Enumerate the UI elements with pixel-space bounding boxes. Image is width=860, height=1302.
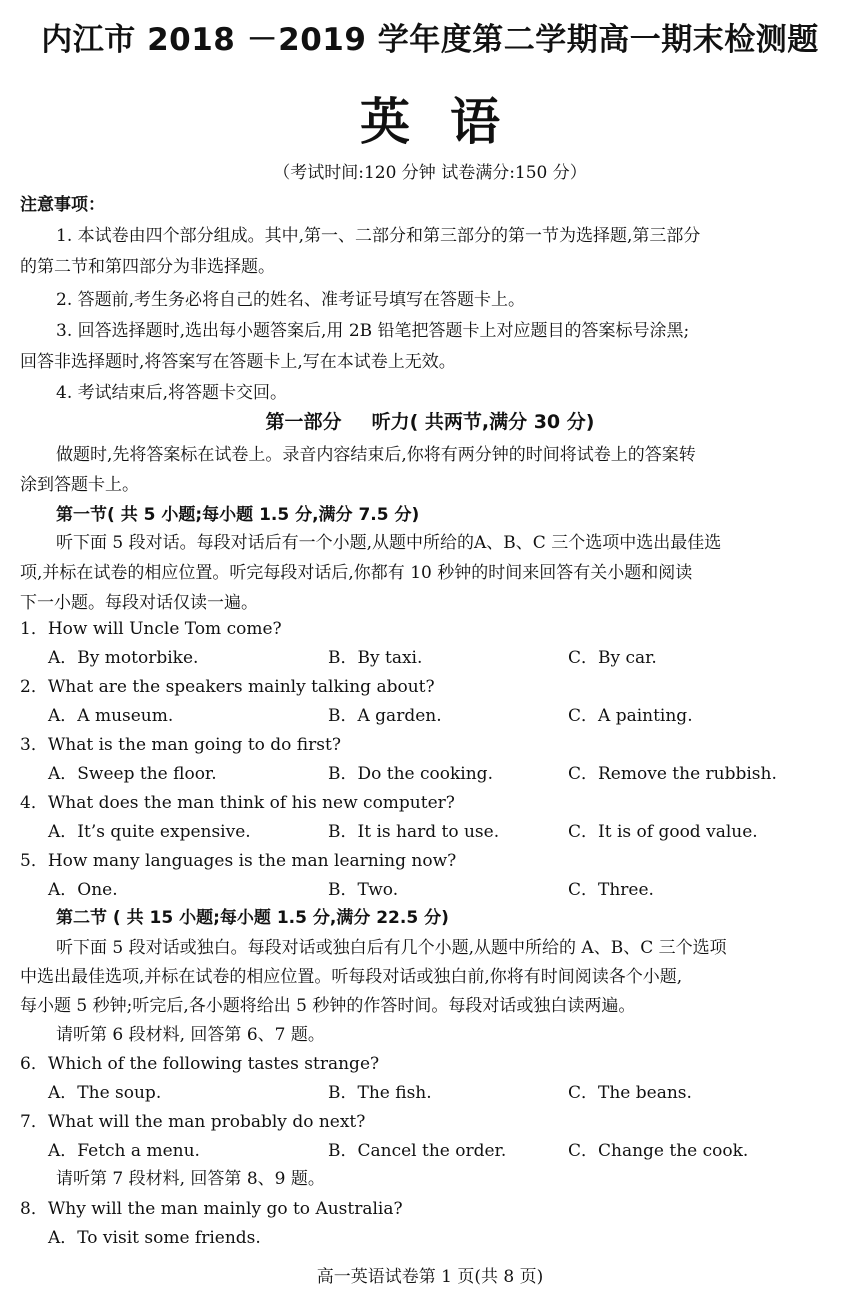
option-a: A．To visit some friends. <box>48 1228 261 1248</box>
material-7-instruction: 请听第 7 段材料, 回答第 8、9 题。 <box>56 1169 325 1189</box>
option-b: B．A garden. <box>328 706 442 726</box>
option-a: A．It’s quite expensive. <box>48 822 251 842</box>
exam-time-info: （考试时间:120 分钟 试卷满分:150 分） <box>273 163 587 183</box>
part1-heading <box>0 407 860 434</box>
section1-intro-b: 项,并标在试卷的相应位置。听完每段对话后,你都有 10 秒钟的时间来回答有关小题和阅读 <box>20 563 693 583</box>
note-3b: 回答非选择题时,将答案写在答题卡上,写在本试卷上无效。 <box>20 352 456 372</box>
question-4: 4．What does the man think of his new computer? <box>20 793 455 813</box>
option-c: C．By car. <box>568 648 657 668</box>
part1-heading-right: 听力( 共两节,满分 30 分) <box>371 411 595 433</box>
subject-title: 英语 <box>360 93 540 151</box>
option-b: B．By taxi. <box>328 648 423 668</box>
option-c: C．Change the cook. <box>568 1141 749 1161</box>
note-4: 4. 考试结束后,将答题卡交回。 <box>56 383 288 403</box>
question-2: 2．What are the speakers mainly talking about? <box>20 677 435 697</box>
option-c: C．Three. <box>568 880 654 900</box>
option-c: C．It is of good value. <box>568 822 758 842</box>
option-a: A．One. <box>48 880 118 900</box>
section2-intro-c: 每小题 5 秒钟;听完后,各小题将给出 5 秒钟的作答时间。每段对话或独白读两遍。 <box>20 996 636 1016</box>
option-b: B．Do the cooking. <box>328 764 493 784</box>
option-b: B．It is hard to use. <box>328 822 500 842</box>
note-1b: 的第二节和第四部分为非选择题。 <box>20 257 275 277</box>
section1-intro-c: 下一小题。每段对话仅读一遍。 <box>20 593 258 613</box>
section2-intro-b: 中选出最佳选项,并标在试卷的相应位置。听每段对话或独白前,你将有时间阅读各个小题, <box>20 967 683 987</box>
part1-intro-a: 做题时,先将答案标在试卷上。录音内容结束后,你将有两分钟的时间将试卷上的答案转 <box>56 445 696 465</box>
section2-intro-a: 听下面 5 段对话或独白。每段对话或独白后有几个小题,从题中所给的 A、B、C 三个选项 <box>56 938 727 958</box>
section1-intro-a: 听下面 5 段对话。每段对话后有一个小题,从题中所给的A、B、C 三个选项中选出最佳选 <box>56 533 722 553</box>
question-8: 8．Why will the man mainly go to Australia? <box>20 1199 403 1219</box>
part1-intro-b: 涂到答题卡上。 <box>20 475 139 495</box>
part1-heading-left: 第一部分 <box>265 411 342 433</box>
question-7: 7．What will the man probably do next? <box>20 1112 366 1132</box>
question-5: 5．How many languages is the man learning now? <box>20 851 457 871</box>
question-1: 1．How will Uncle Tom come? <box>20 619 282 639</box>
option-a: A．Fetch a menu. <box>48 1141 200 1161</box>
option-b: B．Two. <box>328 880 399 900</box>
option-b: B．Cancel the order. <box>328 1141 507 1161</box>
note-1a: 1. 本试卷由四个部分组成。其中,第一、二部分和第三部分的第一节为选择题,第三部分 <box>56 226 701 246</box>
question-3: 3．What is the man going to do first? <box>20 735 341 755</box>
page-footer: 高一英语试卷第 1 页(共 8 页) <box>316 1267 544 1287</box>
note-3a: 3. 回答选择题时,选出每小题答案后,用 2B 铅笔把答题卡上对应题目的答案标号涂黑; <box>56 321 690 341</box>
option-a: A．Sweep the floor. <box>48 764 217 784</box>
section1-heading: 第一节( 共 5 小题;每小题 1.5 分,满分 7.5 分) <box>56 505 420 525</box>
notes-heading: 注意事项： <box>20 195 105 215</box>
option-a: A．By motorbike. <box>48 648 199 668</box>
material-6-instruction: 请听第 6 段材料, 回答第 6、7 题。 <box>56 1025 325 1045</box>
option-b: B．The fish. <box>328 1083 432 1103</box>
section2-heading: 第二节 ( 共 15 小题;每小题 1.5 分,满分 22.5 分) <box>56 908 449 928</box>
exam-title: 内江市 2018 －2019 学年度第二学期高一期末检测题 <box>41 22 819 58</box>
option-a: A．The soup. <box>48 1083 162 1103</box>
option-c: C．Remove the rubbish. <box>568 764 777 784</box>
question-6: 6．Which of the following tastes strange? <box>20 1054 380 1074</box>
option-a: A．A museum. <box>48 706 174 726</box>
option-c: C．The beans. <box>568 1083 692 1103</box>
option-c: C．A painting. <box>568 706 693 726</box>
note-2: 2. 答题前,考生务必将自己的姓名、准考证号填写在答题卡上。 <box>56 290 526 310</box>
